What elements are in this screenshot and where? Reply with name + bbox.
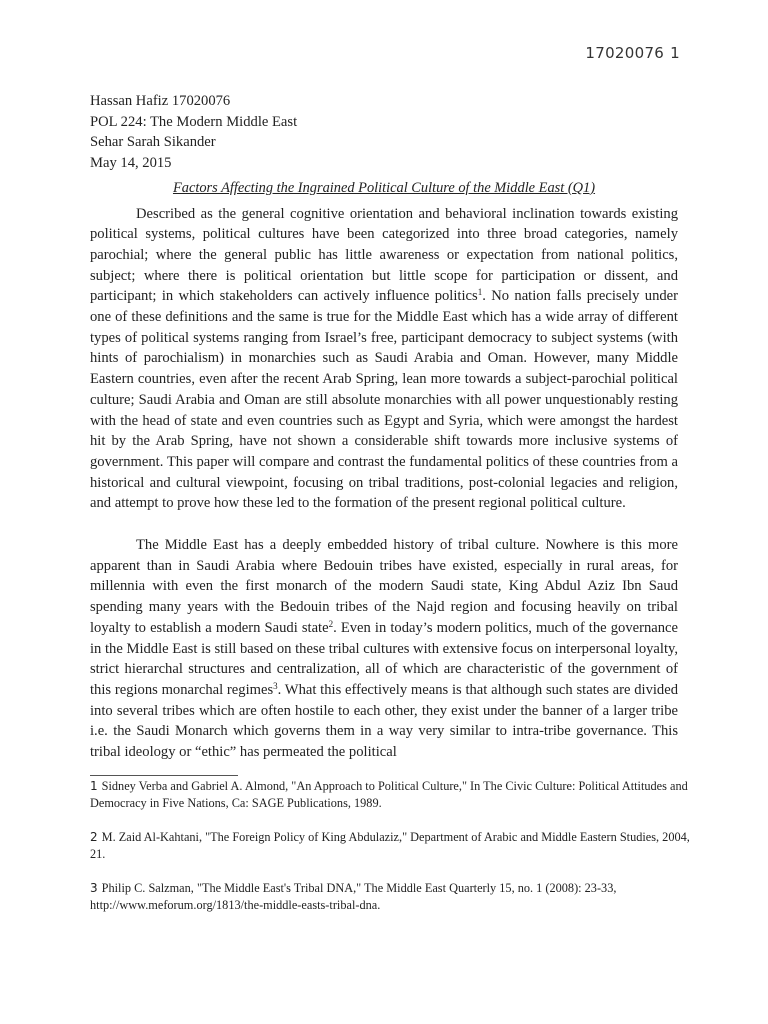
paragraph-2-text-c: . What this effectively means is that although such states are divided into several tribes which are often hostile to each other, they exist under the banner of a larger tribe i.e. the Saudi Monarch which governs them in a way very similar to intra-tribe governance. This tribal ideology or “ethic” has permeated the political: [90, 681, 679, 761]
instructor-line: Sehar Sarah Sikander: [90, 134, 216, 151]
paragraph-1-text-a: Described as the general cognitive orientation and behavioral inclination towards existing political systems, political cultures have been categorized into three broad categories, namely parochial; where the general public has little awareness or expectation from national politics, subject; where there is political orientation but little scope for participation or dissent, and participant; in which stakeholders can actively influence politics: [90, 205, 678, 305]
footnote-ref-3[interactable]: 3: [273, 680, 278, 691]
footnote-ref-1[interactable]: 1: [477, 287, 483, 298]
running-header: [585, 44, 680, 62]
author-line: Hassan Hafiz 17020076: [90, 93, 231, 109]
paragraph-1-text-b: . No nation falls precisely under one of these definitions and the same is true for the Middle East which has a wide array of different types of political systems ranging from Israel’s free, participant democracy to subject systems (with hints of parochialism) in monarchies such as Saudi Arabia and Oman. However, many Middle Eastern countries, even after the recent Arab Spring, lean more towards a subject-parochial political culture; Saudi Arabia and Oman are still absolute monarchies with all power unquestionably resting with the head of state and even countries such as Egypt and Syria, which were amongst the hardest hit by the Arab Spring, have not shown a considerable shift towards more inclusive systems of government. This paper will compare and contrast the fundamental politics of these countries from a historical and cultural viewpoint, focusing on tribal traditions, post-colonial legacies and religion, and attempt to prove how these led to the formation of the present regional political culture.: [90, 288, 679, 512]
header-page-number: 1: [670, 44, 680, 62]
footnote-3-text: Philip C. Salzman, "The Middle East's Tribal DNA," The Middle East Quarterly 15, no. 1 (2008): 23-33, http://www.meforum.org/1813/the-middle-easts-tribal-dna.: [90, 881, 617, 912]
paragraph-2-text-a: The Middle East has a deeply embedded history of tribal culture. Nowhere is this more apparent than in Saudi Arabia where Bedouin tribes have existed, especially in rural areas, for millennia with even the first monarch of the modern Saudi state, King Abdul Aziz Ibn Saud spending many years with the Bedouin tribes of the Najd region and focusing heavily on tribal loyalty to establish a modern Saudi state: [90, 537, 678, 636]
footnote-1-number: 1: [90, 779, 98, 793]
footnotes: [90, 778, 690, 914]
paper-title: Factors Affecting the Ingrained Political Culture of the Middle East (Q1): [172, 179, 596, 196]
footnote-separator: [90, 775, 238, 776]
footnote-ref-2[interactable]: 2: [328, 618, 334, 629]
paragraph-2: [90, 535, 678, 763]
date-line: May 14, 2015: [90, 155, 172, 172]
footnote-3: [90, 880, 690, 914]
header-student-id: 17020076: [585, 44, 665, 62]
footnote-2: [90, 829, 690, 863]
footnote-1-text: Sidney Verba and Gabriel A. Almond, "An Approach to Political Culture," In The Civic Culture: Political Attitudes and Democracy in Five Nations, Ca: SAGE Publications, 1989.: [90, 779, 688, 810]
paragraph-2-text-b: . Even in today’s modern politics, much of the governance in the Middle East is still based on these tribal cultures with extensive focus on interpersonal loyalty, strict hierarchal structures and centralization, all of which are characteristic of the government of this regions monarchal regimes: [90, 619, 678, 698]
body-content: [90, 91, 678, 777]
footnote-2-text: M. Zaid Al-Kahtani, "The Foreign Policy of King Abdulaziz," Department of Arabic and Middle Eastern Studies, 2004, 21.: [90, 830, 690, 861]
footnote-3-number: 3: [90, 881, 98, 895]
paragraph-1: [90, 204, 678, 515]
footnote-2-number: 2: [90, 830, 98, 844]
course-line: POL 224: The Modern Middle East: [90, 113, 298, 130]
footnote-1: [90, 778, 690, 812]
